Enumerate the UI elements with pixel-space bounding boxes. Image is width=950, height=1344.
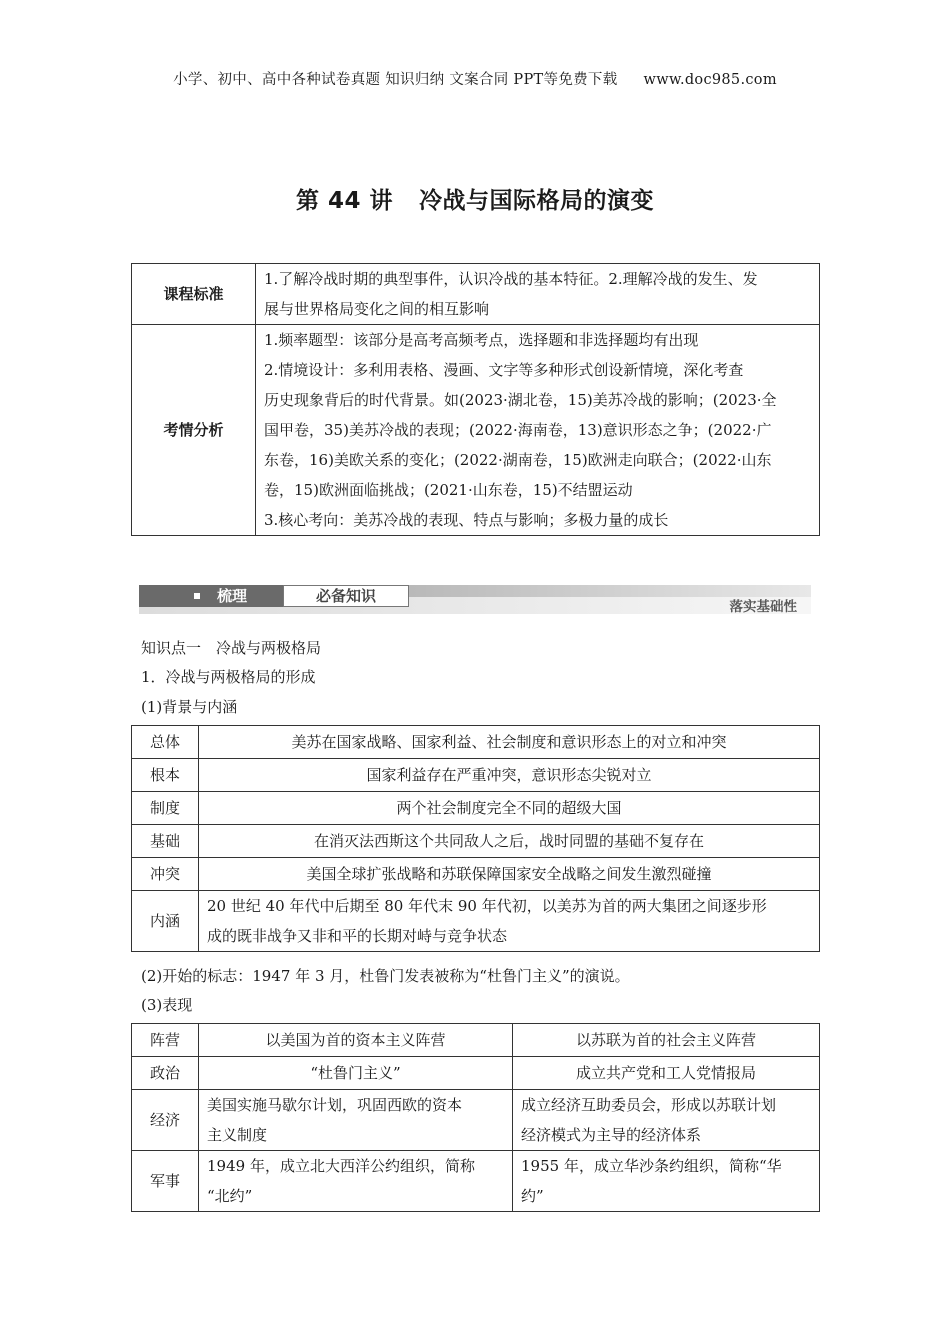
text-line: 展与世界格局变化之间的相互影响 xyxy=(264,300,490,318)
table-row xyxy=(132,891,820,952)
text-line: 成的既非战争又非和平的长期对峙与竞争状态 xyxy=(207,927,508,945)
cell xyxy=(513,1090,820,1151)
row-label: 考情分析 xyxy=(132,325,256,536)
page-header xyxy=(0,68,950,89)
text-line: 成立经济互助委员会，形成以苏联计划 xyxy=(521,1096,777,1114)
column-header: 以苏联为首的社会主义阵营 xyxy=(513,1024,820,1057)
sub-heading: (3)表现 xyxy=(141,996,193,1014)
text-line: 卷，15)欧洲面临挑战；(2021·山东卷，15)不结盟运动 xyxy=(264,481,633,499)
cell: 成立共产党和工人党情报局 xyxy=(513,1057,820,1090)
text-line: 1.了解冷战时期的典型事件，认识冷战的基本特征。2.理解冷战的发生、发 xyxy=(264,270,758,288)
row-content xyxy=(199,891,820,952)
text-line: 经济模式为主导的经济体系 xyxy=(521,1126,702,1144)
cell xyxy=(199,1090,513,1151)
standards-table xyxy=(131,263,820,536)
table-row xyxy=(132,726,820,759)
knowledge-point-heading: 知识点一 冷战与两极格局 xyxy=(141,639,322,657)
text-line: 国甲卷，35)美苏冷战的表现；(2022·海南卷，13)意识形态之争；(2022·广 xyxy=(264,421,772,439)
text-line: “北约” xyxy=(207,1187,253,1205)
row-content: 两个社会制度完全不同的超级大国 xyxy=(199,792,820,825)
background-table xyxy=(131,725,820,952)
table-row xyxy=(132,1090,820,1151)
cell xyxy=(513,1151,820,1212)
banner-box-tag: 必备知识 xyxy=(283,585,409,607)
table-row xyxy=(132,792,820,825)
row-label: 内涵 xyxy=(132,891,199,952)
section-banner xyxy=(139,585,811,614)
header-site-text: 小学、初中、高中各种试卷真题 知识归纳 文案合同 PPT等免费下载 xyxy=(173,72,618,88)
item-heading: 1．冷战与两极格局的形成 xyxy=(141,668,316,686)
row-label: 总体 xyxy=(132,726,199,759)
row-content: 美国全球扩张战略和苏联保障国家安全战略之间发生激烈碰撞 xyxy=(199,858,820,891)
row-label: 课程标准 xyxy=(132,264,256,325)
sub-heading: (1)背景与内涵 xyxy=(141,698,238,716)
title-topic: 冷战与国际格局的演变 xyxy=(419,188,655,214)
table-row xyxy=(132,1057,820,1090)
text-line: 约” xyxy=(521,1187,544,1205)
banner-tag-label: 梳理 xyxy=(217,587,248,605)
text-line: 东卷，16)美欧关系的变化；(2022·湖南卷，15)欧洲走向联合；(2022·山东 xyxy=(264,451,772,469)
row-content: 在消灭法西斯这个共同敌人之后，战时同盟的基础不复存在 xyxy=(199,825,820,858)
text-line: 20 世纪 40 年代中后期至 80 年代末 90 年代初，以美苏为首的两大集团之间逐步形 xyxy=(207,897,767,915)
text-line: 美国实施马歇尔计划，巩固西欧的资本 xyxy=(207,1096,463,1114)
text-line: 1949 年，成立北大西洋公约组织，简称 xyxy=(207,1157,475,1175)
row-content xyxy=(256,264,820,325)
row-content: 国家利益存在严重冲突，意识形态尖锐对立 xyxy=(199,759,820,792)
text-line: 1955 年，成立华沙条约组织，简称“华 xyxy=(521,1157,782,1175)
page-title xyxy=(0,182,950,215)
title-lecture: 第 44 讲 xyxy=(295,188,394,214)
row-label: 冲突 xyxy=(132,858,199,891)
sub-heading: (2)开始的标志：1947 年 3 月，杜鲁门发表被称为“杜鲁门主义”的演说。 xyxy=(141,967,630,985)
table-row xyxy=(132,858,820,891)
row-label: 制度 xyxy=(132,792,199,825)
text-line: 3.核心考向：美苏冷战的表现、特点与影响；多极力量的成长 xyxy=(264,511,669,529)
row-label: 阵营 xyxy=(132,1024,199,1057)
header-url[interactable]: www.doc985.com xyxy=(643,72,777,88)
text-line: 1.频率题型：该部分是高考高频考点，选择题和非选择题均有出现 xyxy=(264,331,699,349)
row-label: 基础 xyxy=(132,825,199,858)
square-bullet-icon xyxy=(194,593,200,599)
row-label: 军事 xyxy=(132,1151,199,1212)
column-header: 以美国为首的资本主义阵营 xyxy=(199,1024,513,1057)
row-content xyxy=(256,325,820,536)
row-content: 美苏在国家战略、国家利益、社会制度和意识形态上的对立和冲突 xyxy=(199,726,820,759)
table-row xyxy=(132,825,820,858)
text-line: 主义制度 xyxy=(207,1126,268,1144)
table-row xyxy=(132,759,820,792)
banner-right-text: 落实基础性 xyxy=(729,599,797,615)
text-line: 2.情境设计：多利用表格、漫画、文字等多种形式创设新情境，深化考查 xyxy=(264,361,744,379)
row-label: 根本 xyxy=(132,759,199,792)
table-row xyxy=(132,325,820,536)
cell xyxy=(199,1151,513,1212)
table-row xyxy=(132,1024,820,1057)
row-label: 经济 xyxy=(132,1090,199,1151)
manifestation-table xyxy=(131,1023,820,1212)
table-row xyxy=(132,264,820,325)
row-label: 政治 xyxy=(132,1057,199,1090)
text-line: 历史现象背后的时代背景。如(2023·湖北卷，15)美苏冷战的影响；(2023·全 xyxy=(264,391,777,409)
table-row xyxy=(132,1151,820,1212)
banner-dark-tag xyxy=(139,585,284,607)
cell: “杜鲁门主义” xyxy=(199,1057,513,1090)
